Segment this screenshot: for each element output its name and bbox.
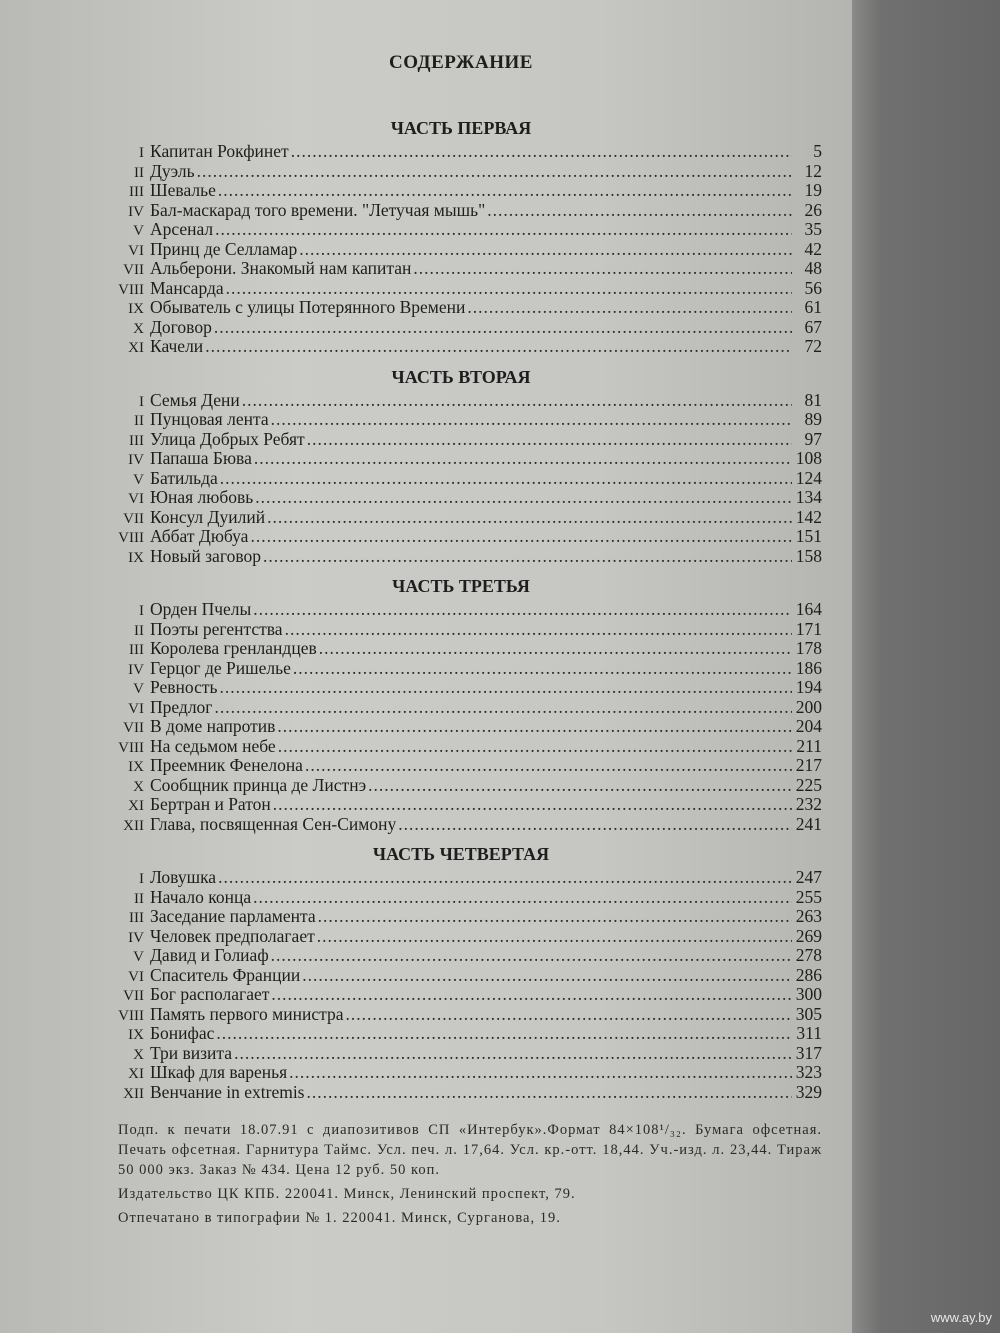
chapter-entry (100, 927, 822, 947)
imprint-print-details: Подп. к печати 18.07.91 с диапозитивов СП «Интербук».Формат 84×108¹/₃₂. Бумага офсетная. Печать офсетная. Гарнитура Таймс. Усл. печ. л. 17,64. Усл. кр.-отт. 18,44. Уч.-изд. л. 23,44. Тираж 50 000 экз. Заказ № 434. Цена 12 руб. 50 коп. (118, 1122, 822, 1178)
chapter-entry (100, 600, 822, 620)
dot-leader (267, 508, 792, 528)
chapter-number: VI (128, 700, 144, 717)
part-section (100, 844, 822, 1102)
imprint-block (100, 1120, 822, 1228)
chapter-page-number: 151 (795, 526, 822, 546)
dot-leader (299, 240, 792, 260)
chapter-entry (100, 815, 822, 835)
chapter-title: Начало конца (150, 886, 252, 907)
chapter-number: VII (123, 720, 144, 736)
chapter-number: III (129, 184, 144, 200)
chapter-title: Дуэль (150, 160, 195, 181)
dot-leader (263, 547, 792, 567)
chapter-number: VII (123, 988, 144, 1004)
chapter-page-number: 323 (795, 1062, 822, 1082)
dot-leader (317, 927, 792, 947)
chapter-entry (100, 737, 822, 757)
chapter-number: IV (128, 452, 144, 468)
chapter-entry (100, 907, 822, 927)
chapter-number: V (133, 949, 144, 965)
chapter-title: Качели (150, 336, 204, 356)
dot-leader (278, 737, 792, 757)
chapter-entry (100, 776, 822, 796)
chapter-number: I (139, 393, 144, 410)
chapter-title: Бал-маскарад того времени. "Летучая мышь" (150, 199, 486, 220)
chapter-page-number: 204 (795, 716, 822, 736)
chapter-entry (100, 547, 822, 567)
part-heading: ЧАСТЬ ЧЕТВЕРТАЯ (372, 844, 550, 864)
chapter-number: XI (128, 340, 144, 356)
chapter-number: VI (128, 242, 144, 259)
dot-leader (289, 1063, 792, 1083)
dot-leader (307, 1083, 793, 1103)
dot-leader (226, 279, 792, 299)
dot-leader (205, 337, 792, 357)
chapter-title: Улица Добрых Ребят (150, 428, 305, 449)
chapter-entry (100, 318, 822, 338)
chapter-number: III (129, 642, 144, 658)
chapter-entry (100, 795, 822, 815)
chapter-title: Королева гренландцев (150, 638, 317, 658)
dot-leader (302, 966, 792, 986)
chapter-page-number: 89 (804, 409, 822, 429)
chapter-page-number: 263 (795, 906, 822, 926)
dot-leader (291, 142, 792, 162)
chapter-title: Шевалье (150, 180, 216, 200)
chapter-title: Пунцовая лента (150, 409, 269, 429)
dot-leader (215, 220, 792, 240)
dot-leader (253, 888, 792, 908)
chapter-page-number: 97 (804, 428, 822, 449)
dot-leader (250, 527, 792, 547)
chapter-page-number: 194 (795, 677, 822, 697)
chapter-entry (100, 1044, 822, 1064)
chapter-entry (100, 469, 822, 489)
chapter-page-number: 19 (804, 180, 822, 200)
chapter-page-number: 164 (795, 599, 822, 619)
part-section (100, 367, 822, 567)
dot-leader (318, 907, 792, 927)
part-heading: ЧАСТЬ ВТОРАЯ (391, 366, 531, 387)
chapter-entry (100, 181, 822, 201)
dot-leader (346, 1005, 793, 1025)
part-heading: ЧАСТЬ ТРЕТЬЯ (392, 576, 530, 596)
dot-leader (219, 678, 792, 698)
chapter-entry (100, 391, 822, 411)
chapter-page-number: 56 (804, 277, 822, 298)
chapter-title: Аббат Дюбуа (150, 526, 249, 546)
chapter-page-number: 178 (795, 638, 822, 658)
watermark: www.ay.by (930, 1310, 992, 1325)
chapter-title: Ловушка (150, 867, 217, 887)
chapter-page-number: 311 (796, 1023, 822, 1043)
chapter-entry (100, 162, 822, 182)
chapter-entry (100, 142, 822, 162)
chapter-title: Заседание парламента (150, 906, 316, 926)
dot-leader (253, 600, 792, 620)
chapter-page-number: 211 (796, 735, 822, 756)
chapter-number: V (133, 223, 144, 239)
chapter-page-number: 12 (804, 160, 822, 181)
chapter-page-number: 278 (795, 945, 822, 965)
chapter-title: Шкаф для варенья (150, 1062, 288, 1082)
dot-leader (254, 449, 792, 469)
page-title: СОДЕРЖАНИЕ (389, 52, 533, 73)
chapter-number: XI (128, 1066, 144, 1082)
chapter-entry (100, 678, 822, 698)
chapter-title: Венчание in extremis (150, 1081, 305, 1102)
chapter-page-number: 134 (795, 487, 822, 507)
chapter-page-number: 217 (795, 755, 822, 775)
dot-leader (368, 776, 792, 796)
chapter-number: VIII (118, 530, 144, 546)
dot-leader (305, 756, 792, 776)
dot-leader (398, 815, 792, 835)
chapter-title: Договор (150, 316, 212, 337)
dot-leader (218, 181, 792, 201)
chapter-number: VIII (118, 281, 144, 298)
dot-leader (271, 410, 792, 430)
dot-leader (214, 318, 792, 338)
table-of-contents (100, 52, 822, 1232)
chapter-number: II (134, 622, 144, 639)
chapter-number: II (134, 890, 144, 907)
chapter-number: VII (123, 510, 144, 527)
chapter-title: Юная любовь (150, 487, 254, 507)
chapter-title: Память первого министра (150, 1003, 344, 1024)
dot-leader (307, 430, 792, 450)
chapter-title: Обыватель с улицы Потерянного Времени (150, 297, 466, 317)
chapter-entry (100, 220, 822, 240)
chapter-title: Глава, посвященная Сен-Симону (150, 813, 397, 834)
chapter-page-number: 305 (795, 1003, 822, 1024)
chapter-number: X (133, 778, 144, 795)
chapter-entry (100, 449, 822, 469)
chapter-number: III (129, 432, 144, 449)
dot-leader (271, 946, 792, 966)
chapter-page-number: 108 (795, 448, 822, 468)
chapter-entry (100, 659, 822, 679)
dot-leader (285, 620, 792, 640)
chapter-page-number: 158 (795, 545, 822, 566)
chapter-page-number: 225 (795, 774, 822, 795)
chapter-title: Ревность (150, 677, 218, 697)
chapter-title: Герцог де Ришелье (150, 657, 291, 678)
chapter-number: IX (128, 759, 144, 775)
chapter-title: Сообщник принца де Листнэ (150, 774, 367, 795)
chapter-entry (100, 620, 822, 640)
chapter-entry (100, 259, 822, 279)
chapter-number: VI (128, 491, 144, 507)
chapter-title: Консул Дуилий (150, 506, 266, 527)
chapter-page-number: 142 (795, 506, 822, 527)
chapter-entry (100, 488, 822, 508)
chapter-entry (100, 888, 822, 908)
dot-leader (197, 162, 792, 182)
dot-leader (487, 201, 792, 221)
chapter-entry (100, 1024, 822, 1044)
chapter-title: Арсенал (150, 219, 214, 239)
chapter-entry (100, 966, 822, 986)
chapter-entry (100, 985, 822, 1005)
chapter-entry (100, 298, 822, 318)
chapter-entry (100, 430, 822, 450)
chapter-page-number: 26 (804, 199, 822, 220)
chapter-title: Три визита (150, 1042, 233, 1063)
chapter-number: I (139, 145, 144, 161)
parts-list (100, 118, 822, 1102)
chapter-page-number: 42 (804, 238, 822, 259)
part-heading: ЧАСТЬ ПЕРВАЯ (390, 118, 532, 138)
chapter-number: III (129, 910, 144, 926)
chapter-number: XII (123, 1085, 144, 1102)
chapter-title: Поэты регентства (150, 618, 283, 639)
chapter-page-number: 171 (795, 618, 822, 639)
chapter-page-number: 300 (795, 984, 822, 1004)
chapter-page-number: 72 (804, 336, 822, 356)
part-section (100, 118, 822, 357)
dot-leader (293, 659, 792, 679)
chapter-page-number: 124 (795, 467, 822, 488)
part-section (100, 576, 822, 834)
chapter-page-number: 317 (795, 1042, 822, 1063)
chapter-title: Бертран и Ратон (150, 794, 271, 814)
dot-leader (234, 1044, 792, 1064)
dot-leader (220, 469, 792, 489)
chapter-title: Человек предполагает (150, 925, 315, 946)
chapter-title: В доме напротив (150, 716, 276, 736)
chapter-page-number: 67 (804, 316, 822, 337)
chapter-title: Орден Пчелы (150, 599, 252, 619)
chapter-entry (100, 279, 822, 299)
dot-leader (277, 717, 792, 737)
chapter-number: II (134, 413, 144, 429)
chapter-title: Батильда (150, 467, 218, 488)
chapter-number: IX (128, 549, 144, 566)
chapter-title: Папаша Бюва (150, 448, 252, 468)
chapter-title: Принц де Селламар (150, 238, 298, 259)
chapter-entry (100, 410, 822, 430)
chapter-title: Альберони. Знакомый нам капитан (150, 258, 412, 278)
chapter-number: IV (128, 661, 144, 678)
chapter-number: XI (128, 798, 144, 814)
dot-leader (413, 259, 792, 279)
chapter-number: X (133, 320, 144, 337)
imprint-publisher: Издательство ЦК КПБ. 220041. Минск, Ленинский проспект, 79. (118, 1186, 576, 1202)
chapter-entry (100, 717, 822, 737)
chapter-title: Бог располагает (150, 984, 270, 1004)
chapter-number: I (139, 871, 144, 887)
chapter-page-number: 200 (795, 696, 822, 717)
chapter-title: Преемник Фенелона (150, 755, 303, 775)
chapter-title: Капитан Рокфинет (150, 141, 289, 161)
chapter-number: VI (128, 968, 144, 985)
dot-leader (255, 488, 792, 508)
chapter-page-number: 61 (804, 297, 822, 317)
chapter-page-number: 186 (795, 657, 822, 678)
chapter-title: На седьмом небе (150, 735, 276, 756)
chapter-page-number: 232 (795, 794, 822, 814)
dot-leader (319, 639, 792, 659)
chapter-entry (100, 527, 822, 547)
dot-leader (271, 985, 792, 1005)
chapter-number: IV (128, 929, 144, 946)
chapter-entry (100, 201, 822, 221)
chapter-page-number: 255 (795, 886, 822, 907)
chapter-title: Давид и Голиаф (150, 945, 269, 965)
chapter-number: I (139, 603, 144, 619)
chapter-page-number: 81 (804, 389, 822, 410)
chapter-page-number: 329 (795, 1081, 822, 1102)
chapter-entry (100, 508, 822, 528)
background-surface (852, 0, 1000, 1333)
chapter-page-number: 269 (795, 925, 822, 946)
chapter-entry (100, 639, 822, 659)
dot-leader (216, 1024, 792, 1044)
chapter-number: V (133, 471, 144, 488)
chapter-title: Семья Дени (150, 389, 240, 410)
chapter-number: IV (128, 203, 144, 220)
chapter-title: Спаситель Франции (150, 964, 301, 985)
chapter-page-number: 5 (813, 141, 822, 161)
dot-leader (242, 391, 792, 411)
chapter-number: VIII (118, 1007, 144, 1024)
chapter-number: XII (123, 817, 144, 834)
chapter-page-number: 35 (804, 219, 822, 239)
dot-leader (467, 298, 792, 318)
chapter-number: VII (123, 262, 144, 278)
chapter-entry (100, 337, 822, 357)
chapter-number: X (133, 1046, 144, 1063)
chapter-number: IX (128, 301, 144, 317)
chapter-entry (100, 1063, 822, 1083)
chapter-page-number: 247 (795, 867, 822, 887)
chapter-number: IX (128, 1027, 144, 1043)
chapter-entry (100, 240, 822, 260)
chapter-entry (100, 1083, 822, 1103)
chapter-title: Мансарда (150, 277, 224, 298)
dot-leader (215, 698, 793, 718)
chapter-number: II (134, 164, 144, 181)
dot-leader (218, 868, 792, 888)
chapter-title: Предлог (150, 696, 213, 717)
chapter-entry (100, 1005, 822, 1025)
chapter-entry (100, 868, 822, 888)
chapter-number: V (133, 681, 144, 697)
chapter-title: Новый заговор (150, 545, 261, 566)
chapter-entry (100, 756, 822, 776)
chapter-page-number: 241 (795, 813, 822, 834)
chapter-entry (100, 946, 822, 966)
dot-leader (273, 795, 792, 815)
chapter-entry (100, 698, 822, 718)
chapter-page-number: 286 (795, 964, 822, 985)
imprint-printing-house: Отпечатано в типографии № 1. 220041. Минск, Сурганова, 19. (118, 1210, 561, 1226)
chapter-number: VIII (118, 739, 144, 756)
chapter-page-number: 48 (804, 258, 822, 278)
chapter-title: Бонифас (150, 1023, 215, 1043)
